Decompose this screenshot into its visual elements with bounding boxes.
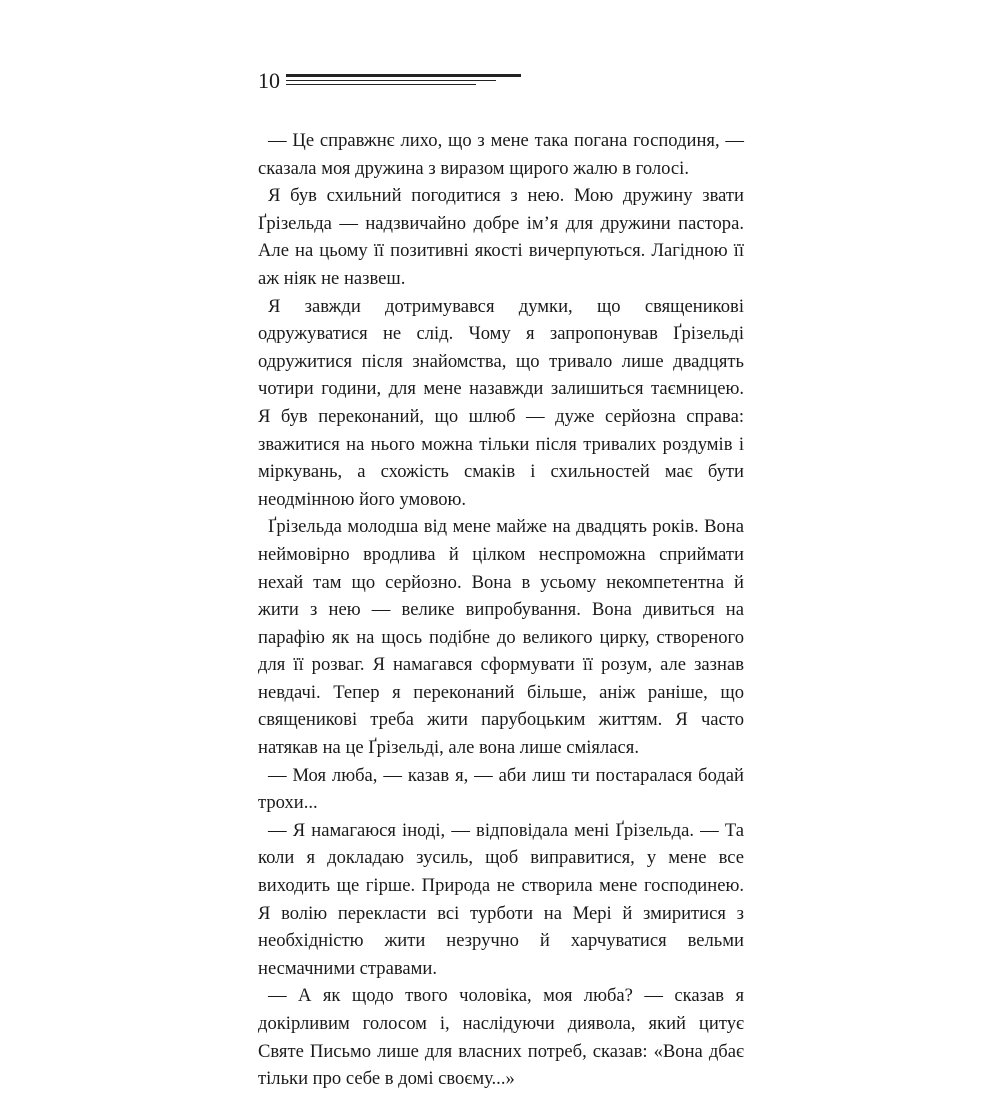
header-rule: [286, 84, 476, 85]
header-rule: [286, 80, 496, 81]
paragraph: Я був схильний погодитися з нею. Мою дружину звати Ґрізельда — надзвичайно добре ім’я для дружини пастора. Але на цьому її позитивні якості вичерпуються. Лагідною її аж ніяк не назвеш.: [258, 185, 744, 289]
paragraph: — Моя люба, — казав я, — аби лиш ти постаралася бодай трохи...: [258, 764, 744, 814]
paragraph: Ґрізельда молодша від мене майже на двадцять років. Вона неймовірно вродлива й цілком неспроможна сприймати нехай там що серйозно. Вона в усьому некомпетентна й жити з нею — велике випробування. Вона дивиться на парафію як на щось подібне до великого цирку, створеного для її розваг. Я намагався сформувати її розум, але зазнав невдачі. Тепер я переконаний більше, аніж раніше, що священикові треба жити парубоцьким життям. Я часто натякав на це Ґрізельді, але вона лише сміялася.: [258, 516, 744, 759]
page-header: [258, 66, 528, 96]
paragraph: — А як щодо твого чоловіка, моя люба? — сказав я докірливим голосом і, наслідуючи диявола, який цитує Святе Письмо лише для власних потреб, сказав: «Вона дбає тільки про себе в домі своєму...»: [258, 985, 744, 1090]
paragraph: Я завжди дотримувався думки, що священикові одружуватися не слід. Чому я запропонував Ґрізельді одружитися після знайомства, що тривало лише двадцять чотири години, для мене назавжди залишиться таємницею. Я був переконаний, що шлюб — дуже серйозна справа: зважитися на нього можна тільки після тривалих роздумів і міркувань, а схожість смаків і схильностей має бути неодмінною його умовою.: [258, 295, 744, 510]
page-number: 10: [258, 68, 280, 93]
paragraph: — Це справжнє лихо, що з мене така погана господиня, — сказала моя дружина з виразом щирого жалю в голосі.: [258, 130, 744, 179]
body-text: [258, 127, 744, 1093]
header-rule: [286, 74, 521, 77]
paragraph: — Я намагаюся іноді, — відповідала мені Ґрізельда. — Та коли я докладаю зусиль, щоб виправитися, у мене все виходить ще гірше. Природа не створила мене господинею. Я волію перекласти всі турботи на Мері й змиритися з необхідністю жити незручно й харчуватися вельми несмачними стравами.: [258, 819, 744, 979]
